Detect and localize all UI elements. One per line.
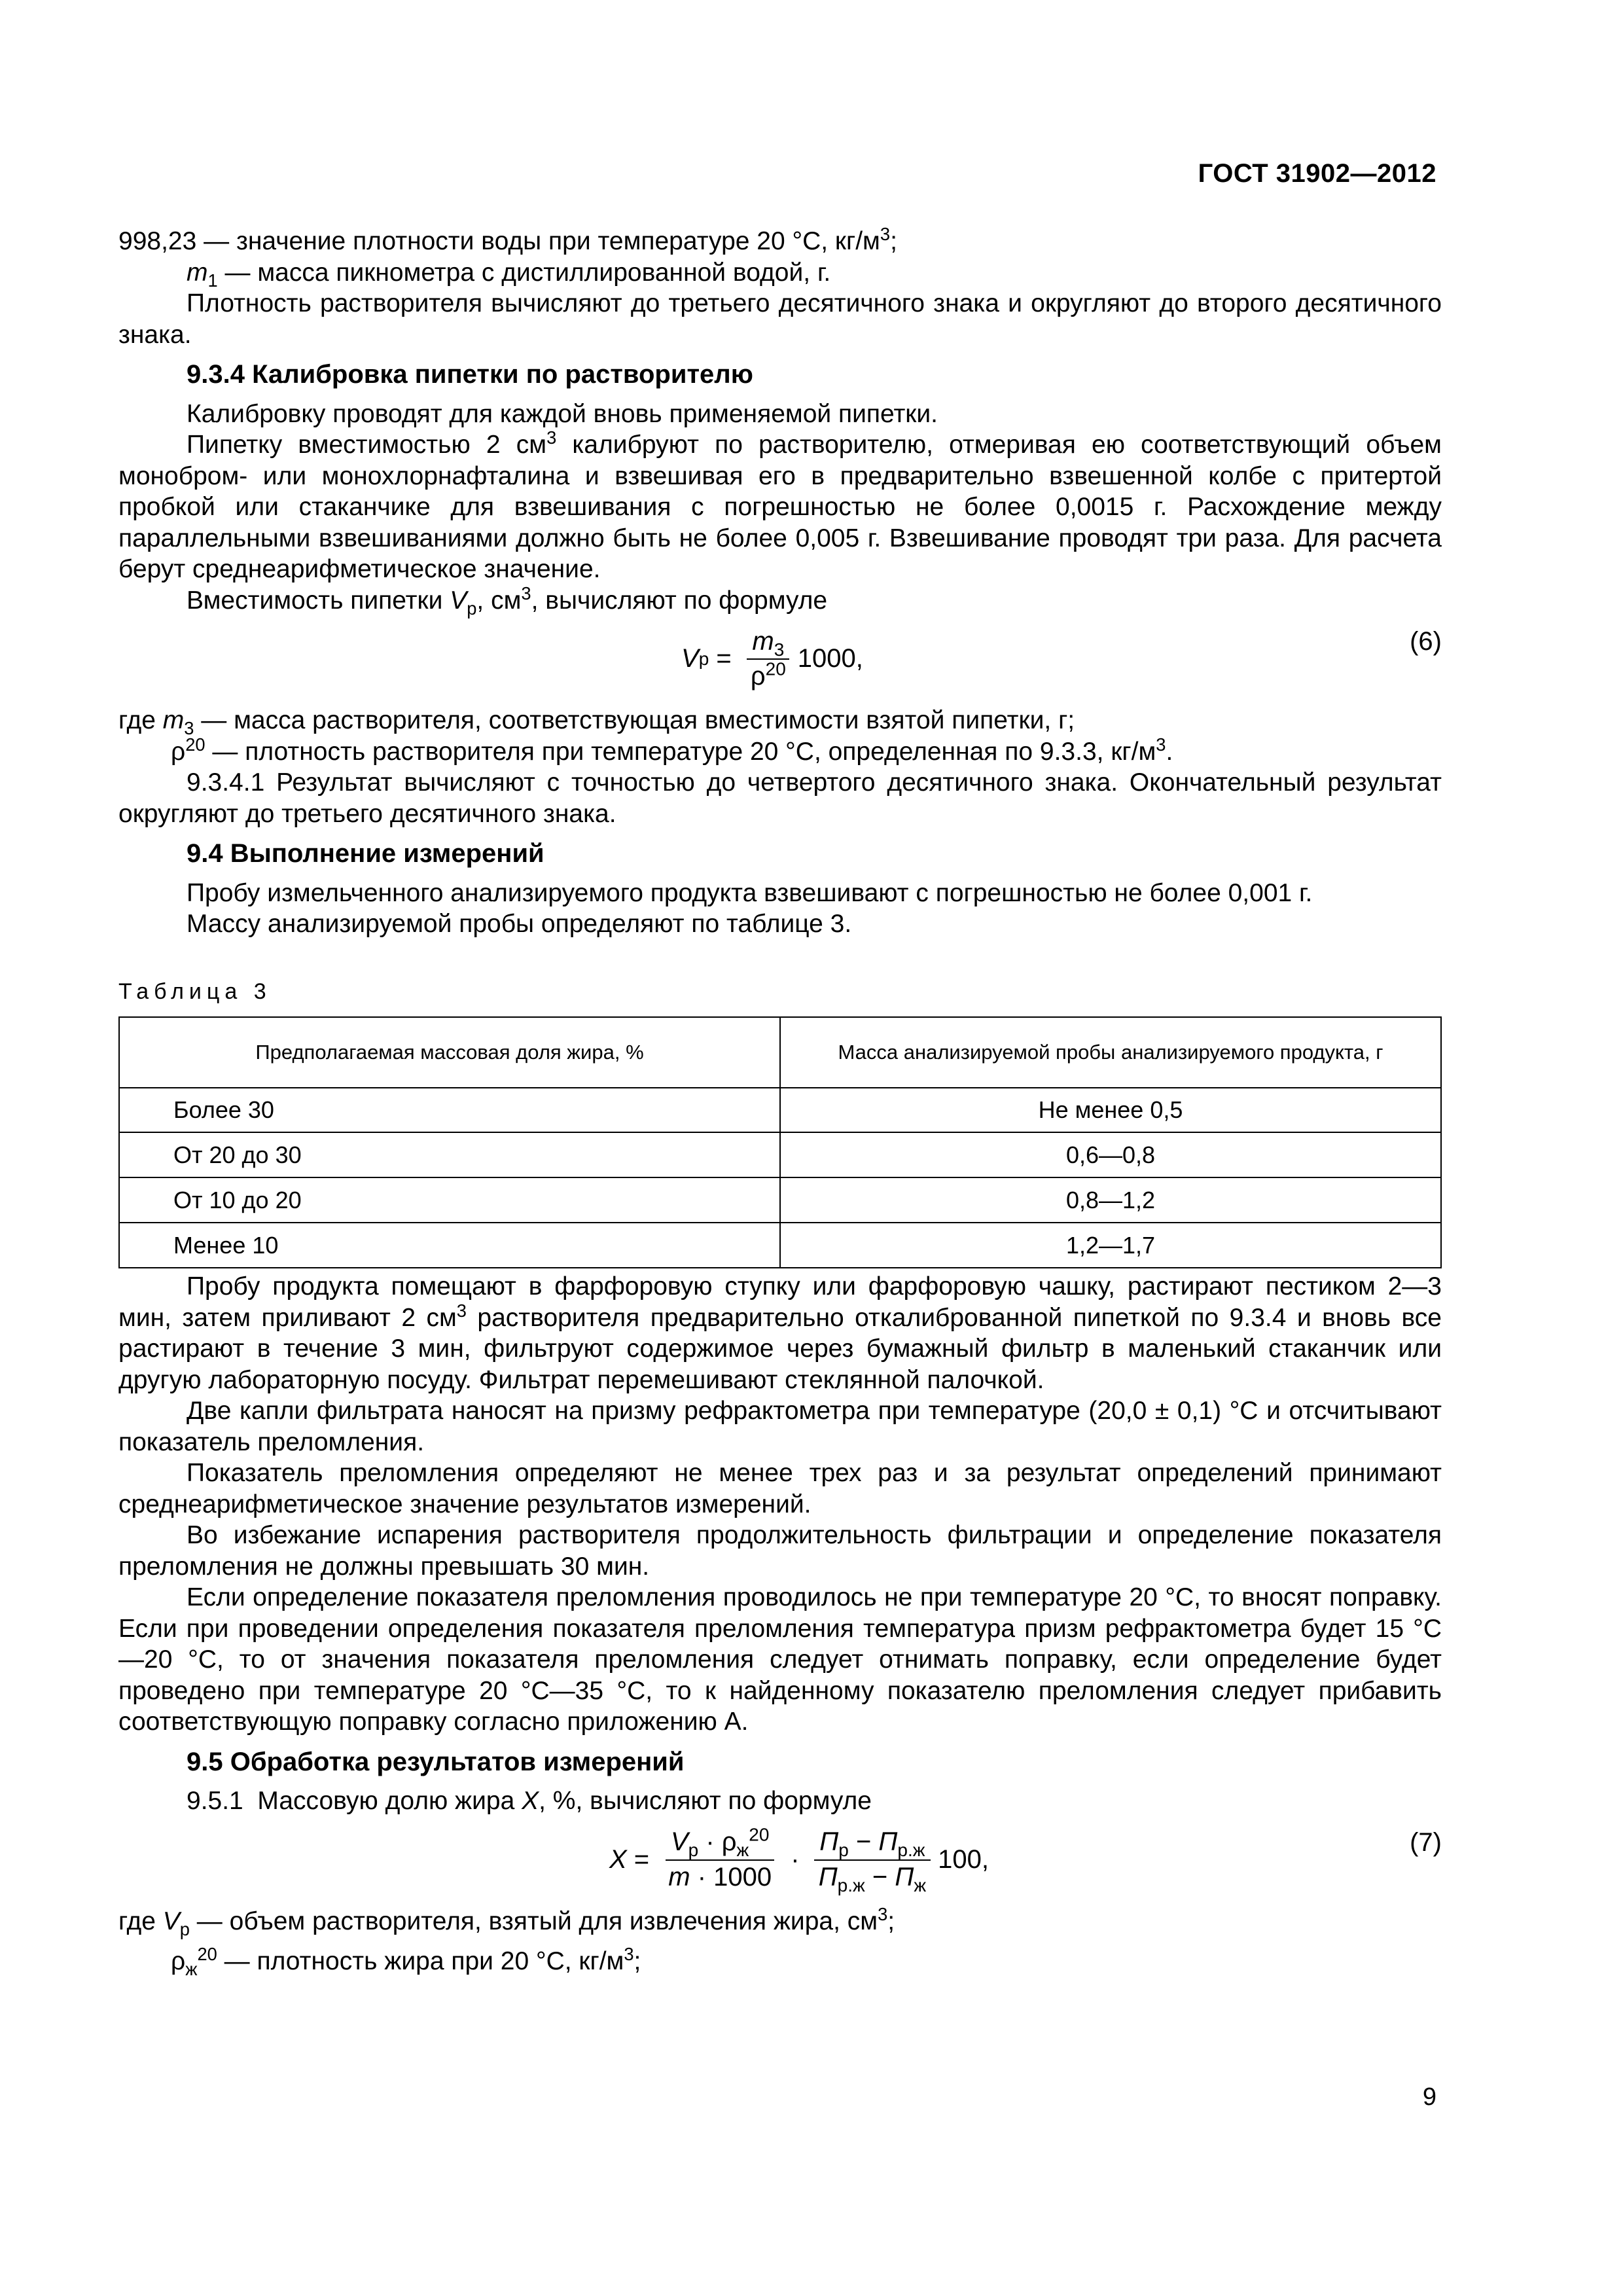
symbol-rho: ρ: [171, 1947, 186, 1975]
paragraph-pipette-volume: [118, 585, 1442, 617]
unit-exponent: 3: [624, 1944, 634, 1964]
multiplication-dot: ·: [698, 1827, 722, 1856]
symbol-subscript: 3: [184, 717, 194, 738]
text-segment: .: [1166, 737, 1173, 766]
numerator-symbol: П: [819, 1827, 839, 1856]
formula-6-expression: V р = $\frac{m_3}{\rho^{20}}$ 1000,: [681, 621, 863, 697]
equation-number-7: (7): [1410, 1827, 1442, 1857]
symbol-x: X: [522, 1787, 539, 1815]
minus-sign: −: [865, 1862, 895, 1892]
paragraph-refractometer-drops: Две капли фильтрата наносят на призму рефрактометра при температуре (20,0 ± 0,1) °С и отсчитывают показатель преломления.: [118, 1397, 1442, 1456]
denominator-subscript: ж: [914, 1874, 927, 1895]
table-row: [119, 1177, 1441, 1223]
numerator-superscript: 20: [749, 1824, 770, 1845]
text-segment: , см: [476, 586, 522, 615]
paragraph-calibration-1: Калибровку проводят для каждой вновь применяемой пипетки.: [187, 399, 938, 428]
paragraph-9-3-4-1: 9.3.4.1 Результат вычисляют с точностью до четвертого десятичного знака. Окончательный результат округляют до третьего десятичного знака.: [118, 768, 1442, 828]
text-segment: калибруют по растворителю, отмеривая ею соответствующий объем монобром- или монохлорнафталина и взвешивая его в предварительно взвешенной колбе с притертой пробкой или стаканчике для взвешивания с погрешностью не более 0,0015 г. Расхождение между параллельными взвешиваниями должно быть не более 0,005 г. Взвешивание проводят три раза. Для расчета берут среднеарифметическое значение.: [118, 431, 1442, 583]
fraction-numerator: [747, 626, 789, 660]
symbol-rho: ρ: [171, 737, 186, 766]
text-segment: где: [118, 706, 163, 734]
denominator-tail: · 1000: [690, 1862, 772, 1892]
numerator-subscript: р.ж: [897, 1840, 925, 1860]
numerator-subscript: 3: [774, 639, 785, 660]
denominator-subscript: р.ж: [837, 1874, 865, 1895]
numerator-symbol: ρ: [721, 1827, 737, 1856]
unit-exponent: 3: [880, 224, 891, 244]
symbol-subscript: 1: [207, 270, 218, 291]
text-segment: ;: [633, 1947, 641, 1975]
unit-exponent: 3: [456, 1300, 467, 1321]
unit-exponent: 3: [878, 1903, 888, 1924]
denominator-symbol: m: [668, 1862, 690, 1892]
definition-rho-fat: [118, 1946, 1442, 1977]
text-segment: 9.5.1 Массовую долю жира: [187, 1787, 522, 1815]
unit-exponent: 3: [521, 583, 531, 603]
table-cell: Менее 10: [119, 1223, 780, 1268]
denominator-symbol: П: [818, 1862, 838, 1892]
definition-m3: [118, 705, 1442, 736]
paragraph-9-5-1: [118, 1785, 1442, 1817]
formula-7-fraction-1: [663, 1824, 777, 1893]
numerator-subscript: р: [838, 1840, 849, 1860]
document-header-id: ГОСТ 31902—2012: [1198, 159, 1436, 188]
text-segment: — объем растворителя, взятый для извлечения жира, см: [189, 1907, 878, 1935]
table-cell: От 10 до 20: [119, 1177, 780, 1223]
paragraph-density-rounding: Плотность растворителя вычисляют до третьего десятичного знака и округляют до второго десятичного знака.: [118, 289, 1442, 349]
section-heading-9-5: 9.5 Обработка результатов измерений: [187, 1747, 685, 1776]
symbol-subscript: р: [467, 598, 477, 619]
formula-tail: 1000,: [797, 644, 863, 673]
multiplication-dot: ·: [783, 1844, 807, 1874]
unit-exponent: 3: [1156, 734, 1166, 755]
definition-text: — масса пикнометра с дистиллированной водой, г.: [217, 258, 831, 287]
formula-tail: 100,: [938, 1844, 989, 1874]
table-cell: 0,6—0,8: [780, 1132, 1441, 1177]
symbol-v: V: [162, 1907, 180, 1935]
formula-lhs-symbol: X: [609, 1844, 627, 1874]
definition-vp: [118, 1903, 1442, 1939]
numerator-subscript: р: [688, 1840, 699, 1860]
paragraph-three-determinations: Показатель преломления определяют не менее трех раз и за результат определений принимают среднеарифметическое значение результатов измерений.: [118, 1459, 1442, 1518]
table-cell: Не менее 0,5: [780, 1088, 1441, 1132]
text-segment: , вычисляют по формуле: [531, 586, 828, 615]
section-heading-9-4: 9.4 Выполнение измерений: [187, 839, 544, 868]
fraction-numerator: [814, 1827, 930, 1861]
paragraph-m1-definition: [118, 257, 1442, 289]
symbol-v: V: [450, 586, 467, 615]
punctuation: ;: [890, 227, 897, 255]
symbol-m: m: [187, 258, 208, 287]
definition-rho20: [118, 736, 1442, 768]
text-segment: ;: [887, 1907, 895, 1935]
paragraph-sample-weighing: Пробу измельченного анализируемого продукта взвешивают с погрешностью не более 0,001 г.: [187, 878, 1313, 907]
paragraph-mortar: [118, 1271, 1442, 1395]
text-segment: где: [118, 1907, 163, 1935]
paragraph-evaporation: Во избежание испарения растворителя продолжительность фильтрации и определение показателя преломления не должны превышать 30 мин.: [118, 1521, 1442, 1581]
section-heading-9-3-4: 9.3.4 Калибровка пипетки по растворителю: [187, 360, 753, 389]
document-body: [118, 226, 1442, 1977]
formula-lhs-symbol: V: [681, 644, 699, 673]
minus-sign: −: [848, 1827, 879, 1856]
equation-number-6: (6): [1410, 627, 1442, 656]
symbol-superscript: 20: [197, 1944, 217, 1964]
numerator-symbol: m: [752, 626, 774, 656]
fraction-denominator: [745, 660, 791, 692]
table-row: [119, 1132, 1441, 1177]
equals-sign: =: [709, 644, 739, 673]
symbol-superscript: 20: [185, 734, 205, 755]
numerator-symbol: П: [878, 1827, 898, 1856]
denominator-symbol: П: [895, 1862, 914, 1892]
table-header-row: [119, 1017, 1441, 1088]
table-cell: От 20 до 30: [119, 1132, 780, 1177]
table-cell: 0,8—1,2: [780, 1177, 1441, 1223]
denominator-superscript: 20: [765, 658, 786, 679]
paragraph-water-density: [118, 226, 1442, 257]
fraction-numerator: [666, 1824, 774, 1861]
denominator-symbol: ρ: [750, 662, 766, 691]
numerator-symbol: V: [670, 1827, 688, 1856]
formula-6: [118, 621, 1442, 697]
text-segment: , %, вычисляют по формуле: [539, 1787, 872, 1815]
formula-7-expression: [609, 1822, 989, 1898]
text-segment: — плотность растворителя при температуре 20 °С, определенная по 9.3.3, кг/м: [205, 737, 1156, 766]
equals-sign: =: [626, 1844, 657, 1874]
symbol-subscript: ж: [185, 1958, 198, 1979]
text-segment: растворителя предварительно откалиброванной пипеткой по 9.3.4 и вновь все растирают в течение 3 мин, фильтруют содержимое через бумажный фильтр в маленький стаканчик или другую лабораторную посуду. Фильтрат перемешивают стеклянной палочкой.: [118, 1303, 1442, 1394]
table-cell: 1,2—1,7: [780, 1223, 1441, 1268]
table-row: [119, 1223, 1441, 1268]
text-segment: — плотность жира при 20 °С, кг/м: [217, 1947, 624, 1975]
formula-7-fraction-2: [813, 1827, 931, 1893]
table-header-sample-mass: Масса анализируемой пробы анализируемого продукта, г: [780, 1017, 1441, 1088]
page-number: 9: [1422, 2083, 1436, 2111]
paragraph-calibration-2: [118, 429, 1442, 585]
paragraph-temperature-correction: Если определение показателя преломления проводилось не при температуре 20 °С, то вносят поправку. Если при проведении определения показателя преломления температура призм рефрактометра будет 15 °С—20 °С, то от значения показателя преломления следует отнимать поправку, если определение будет проведено при температуре 20 °С—35 °С, то к найденному показателю преломления следует прибавить соответствующую поправку согласно приложению А.: [118, 1583, 1442, 1736]
unit-exponent: 3: [546, 427, 557, 448]
fraction-denominator: [813, 1861, 931, 1893]
symbol-m: m: [162, 706, 185, 734]
formula-7: [118, 1822, 1442, 1898]
formula-6-fraction: [745, 626, 791, 692]
text-segment: Пробу продукта помещают в фарфоровую ступку или фарфоровую чашку, растирают пестиком 2—3 мин, затем приливают 2 см: [118, 1272, 1442, 1332]
fraction-denominator: [663, 1861, 777, 1893]
paragraph-sample-mass-table: Массу анализируемой пробы определяют по таблице 3.: [187, 910, 852, 938]
numerator-subscript: ж: [736, 1840, 749, 1860]
water-density-text: 998,23 — значение плотности воды при температуре 20 °С, кг/м: [118, 227, 880, 255]
text-segment: — масса растворителя, соответствующая вместимости взятой пипетки, г;: [194, 706, 1075, 734]
text-segment: Пипетку вместимостью 2 см: [187, 431, 547, 459]
table-3-caption: Таблица 3: [118, 978, 272, 1004]
text-segment: Вместимость пипетки: [187, 586, 450, 615]
table-3: [118, 1016, 1442, 1268]
table-cell: Более 30: [119, 1088, 780, 1132]
symbol-subscript: р: [179, 1918, 190, 1939]
table-header-fat-fraction: Предполагаемая массовая доля жира, %: [119, 1017, 780, 1088]
table-row: [119, 1088, 1441, 1132]
